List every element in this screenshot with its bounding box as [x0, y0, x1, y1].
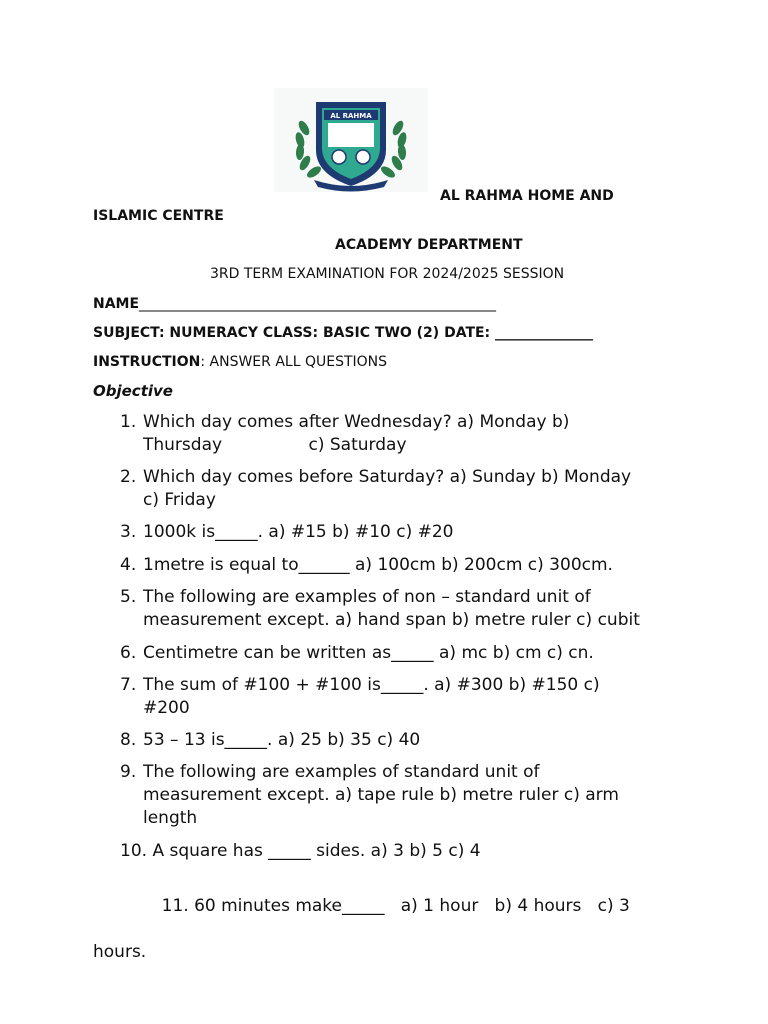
question-text-line: Which day comes before Saturday? a) Sunday b) Monday: [143, 467, 632, 487]
question-text-line: #200: [143, 698, 190, 718]
question-text-line: The following are examples of standard unit of: [143, 762, 540, 782]
question-number: 1.: [120, 412, 137, 432]
department-title: ACADEMY DEPARTMENT: [335, 237, 523, 253]
question-text-line: The following are examples of non – standard unit of: [143, 587, 591, 607]
shield-panel: [328, 123, 374, 147]
school-name-line-1: AL RAHMA HOME AND: [440, 188, 614, 204]
school-name-line-2: ISLAMIC CENTRE: [93, 208, 224, 224]
school-crest-icon: [274, 88, 428, 192]
logo-banner-text: AL RAHMA: [330, 112, 372, 120]
question-number: 3.: [120, 522, 137, 542]
name-field: [93, 294, 496, 314]
question-number: 4.: [120, 555, 137, 575]
instruction-text: : ANSWER ALL QUESTIONS: [200, 354, 388, 370]
question-number: 6.: [120, 643, 137, 663]
question-text-line: length: [143, 808, 198, 828]
question-11: [93, 872, 693, 964]
question-number: 11.: [161, 896, 189, 916]
instruction-label: INSTRUCTION: [93, 354, 201, 370]
question-number: 8.: [120, 730, 137, 750]
name-label: NAME: [93, 296, 140, 312]
question-text-line: measurement except. a) hand span b) metre ruler c) cubit: [143, 610, 640, 630]
question-text-line: measurement except. a) tape rule b) metre ruler c) arm: [143, 785, 619, 805]
question-text-line: Which day comes after Wednesday? a) Monday b): [143, 412, 570, 432]
question-text-line: The sum of #100 + #100 is_____. a) #300 b) #150 c): [143, 675, 600, 695]
question-text-line: 60 minutes make_____ a) 1 hour b) 4 hours c) 3: [194, 896, 630, 916]
question-number: 7.: [120, 675, 137, 695]
section-label: Objective: [93, 382, 173, 400]
question-text-line: c) Friday: [143, 490, 216, 510]
emblem-left: [332, 150, 346, 164]
exam-title: 3RD TERM EXAMINATION FOR 2024/2025 SESSION: [210, 266, 565, 282]
question-text-line: Centimetre can be written as_____ a) mc b) cm c) cn.: [143, 643, 594, 663]
question-number: 10.: [120, 841, 148, 861]
school-logo: [274, 88, 428, 192]
question-text-line: A square has _____ sides. a) 3 b) 5 c) 4: [152, 841, 481, 861]
question-number: 2.: [120, 467, 137, 487]
question-number: 5.: [120, 587, 137, 607]
instruction-line: [93, 352, 387, 372]
question-text-line: 1000k is_____. a) #15 b) #10 c) #20: [143, 522, 454, 542]
question-text-line: hours.: [93, 942, 147, 962]
question-text-line: 1metre is equal to______ a) 100cm b) 200cm c) 300cm.: [143, 555, 613, 575]
emblem-right: [356, 150, 370, 164]
name-blank: ___________________________________________________: [139, 296, 497, 312]
question-number: 9.: [120, 762, 137, 782]
question-text-line: Thursday c) Saturday: [143, 435, 407, 455]
question-10: [120, 840, 680, 863]
subject-line: SUBJECT: NUMERACY CLASS: BASIC TWO (2) DATE: ______________: [93, 325, 594, 341]
question-text-line: 53 – 13 is_____. a) 25 b) 35 c) 40: [143, 730, 421, 750]
